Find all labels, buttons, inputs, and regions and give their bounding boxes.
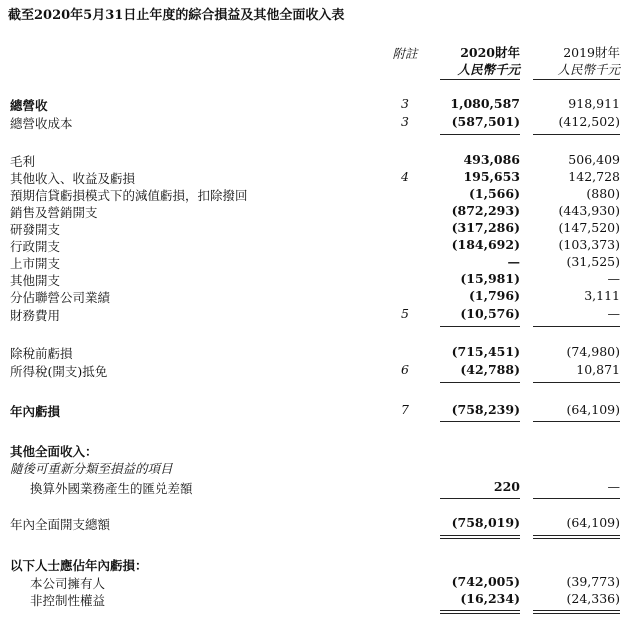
table-row-attributable-heading xyxy=(0,556,630,573)
row-value-2020: (16,234) xyxy=(460,591,520,606)
row-label: 隨後可重新分類至損益的項目 xyxy=(10,461,173,476)
fy2019-header: 2019財年 xyxy=(563,45,620,60)
subtotal-rule-2020 xyxy=(440,382,520,383)
subtotal-rule-2019 xyxy=(533,421,620,422)
table-row-revenue xyxy=(0,96,630,113)
row-label: 總營收成本 xyxy=(10,116,73,131)
row-value-2019: (103,373) xyxy=(558,237,620,252)
subtotal-rule-2020 xyxy=(440,421,520,422)
table-row-non-controlling xyxy=(0,591,630,608)
table-row-loss-before-tax xyxy=(0,344,630,361)
row-label: 行政開支 xyxy=(10,239,61,254)
row-value-2019: 3,111 xyxy=(584,288,620,303)
row-value-2019: (39,773) xyxy=(566,574,620,589)
row-value-2019: 10,871 xyxy=(576,362,620,377)
row-label: 年內虧損 xyxy=(10,404,61,419)
table-row-rnd-expenses xyxy=(0,220,630,237)
subtotal-rule-2019 xyxy=(533,134,620,135)
table-row-other-income xyxy=(0,169,630,186)
row-value-2019: (74,980) xyxy=(566,344,620,359)
row-value-2020: (15,981) xyxy=(460,271,520,286)
subtotal-rule-2019 xyxy=(533,382,620,383)
total-rule-2020 xyxy=(440,610,520,611)
row-value-2019: 142,728 xyxy=(568,169,620,184)
row-value-2019: (147,520) xyxy=(558,220,620,235)
table-row-owners xyxy=(0,574,630,591)
table-row-total-comprehensive-expense xyxy=(0,515,630,532)
total-double-rule-2020 xyxy=(440,613,520,614)
row-label: 以下人士應佔年內虧損： xyxy=(10,558,148,573)
row-label: 非控制性權益 xyxy=(30,593,106,608)
total-double-rule-2019 xyxy=(533,613,620,614)
row-label: 預期信貸虧損模式下的減值虧損，扣除撥回 xyxy=(10,188,248,203)
row-label: 分佔聯營公司業績 xyxy=(10,290,111,305)
total-rule-2019 xyxy=(533,535,620,536)
table-row-listing-expenses xyxy=(0,254,630,271)
fy2020-unit-header: 人民幣千元 xyxy=(457,62,520,77)
row-label: 其他收入、收益及虧損 xyxy=(10,171,136,186)
row-value-2020: (42,788) xyxy=(460,362,520,377)
total-rule-2019 xyxy=(533,610,620,611)
table-row-loss-for-year xyxy=(0,402,630,419)
fy2020-header: 2020財年 xyxy=(460,45,520,60)
row-value-2020: 195,653 xyxy=(463,169,520,184)
row-value-2020: 493,086 xyxy=(463,152,520,167)
note-column-header: 附註 xyxy=(392,46,418,61)
row-label: 上市開支 xyxy=(10,256,61,271)
row-label: 換算外國業務產生的匯兑差額 xyxy=(30,481,193,496)
row-note: 6 xyxy=(401,362,409,377)
row-note: 7 xyxy=(401,402,409,417)
row-value-2019: (412,502) xyxy=(558,114,620,129)
row-label: 其他開支 xyxy=(10,273,61,288)
row-value-2019: (31,525) xyxy=(566,254,620,269)
row-value-2020: (587,501) xyxy=(451,114,520,129)
row-value-2019: (443,930) xyxy=(558,203,620,218)
table-row-gross-profit xyxy=(0,152,630,169)
table-row-other-expenses xyxy=(0,271,630,288)
table-row-oci-heading xyxy=(0,442,630,459)
row-value-2019: (880) xyxy=(586,186,620,201)
table-row-impairment xyxy=(0,186,630,203)
row-value-2020: (1,796) xyxy=(469,288,520,303)
table-row-income-tax xyxy=(0,362,630,379)
row-note: 5 xyxy=(401,306,409,321)
table-row-cost-of-revenue xyxy=(0,114,630,131)
header-rule-2019 xyxy=(533,79,620,80)
fy2019-unit-header: 人民幣千元 xyxy=(557,62,620,77)
row-value-2020: (317,286) xyxy=(451,220,520,235)
row-value-2019: — xyxy=(607,479,620,494)
table-row-reclassifiable-heading xyxy=(0,459,630,476)
row-label: 銷售及營銷開支 xyxy=(10,205,98,220)
subtotal-rule-2019 xyxy=(533,326,620,327)
row-value-2020: (715,451) xyxy=(451,344,520,359)
statement-title: 截至2020年5月31日止年度的綜合損益及其他全面收入表 xyxy=(8,8,345,23)
row-value-2020: 220 xyxy=(493,479,520,494)
table-row-share-of-associates xyxy=(0,288,630,305)
row-label: 所得稅(開支)抵免 xyxy=(10,364,108,379)
row-note: 4 xyxy=(401,169,409,184)
row-value-2019: — xyxy=(607,306,620,321)
row-value-2020: — xyxy=(507,254,520,269)
row-label: 除稅前虧損 xyxy=(10,346,73,361)
subtotal-rule-2020 xyxy=(440,498,520,499)
total-rule-2020 xyxy=(440,535,520,536)
row-value-2020: (1,566) xyxy=(469,186,520,201)
table-row-finance-costs xyxy=(0,306,630,323)
row-note: 3 xyxy=(401,96,409,111)
table-row-admin-expenses xyxy=(0,237,630,254)
row-value-2019: 506,409 xyxy=(568,152,620,167)
header-rule-2020 xyxy=(440,79,520,80)
subtotal-rule-2019 xyxy=(533,498,620,499)
row-note: 3 xyxy=(401,114,409,129)
row-value-2019: — xyxy=(607,271,620,286)
subtotal-rule-2020 xyxy=(440,326,520,327)
row-value-2020: (758,239) xyxy=(451,402,520,417)
row-value-2019: (64,109) xyxy=(566,402,620,417)
row-label: 本公司擁有人 xyxy=(30,576,106,591)
row-value-2020: (742,005) xyxy=(451,574,520,589)
total-double-rule-2020 xyxy=(440,538,520,539)
total-double-rule-2019 xyxy=(533,538,620,539)
table-row-fx-differences xyxy=(0,479,630,496)
row-label: 財務費用 xyxy=(10,308,61,323)
row-value-2019: (64,109) xyxy=(566,515,620,530)
row-value-2019: 918,911 xyxy=(568,96,620,111)
row-value-2020: (758,019) xyxy=(451,515,520,530)
row-label: 其他全面收入： xyxy=(10,444,98,459)
row-value-2020: (10,576) xyxy=(460,306,520,321)
row-label: 年內全面開支總額 xyxy=(10,517,111,532)
row-value-2020: (184,692) xyxy=(451,237,520,252)
subtotal-rule-2020 xyxy=(440,134,520,135)
row-label: 毛利 xyxy=(10,154,36,169)
table-row-selling-expenses xyxy=(0,203,630,220)
row-value-2020: 1,080,587 xyxy=(450,96,520,111)
row-label: 總營收 xyxy=(10,98,48,113)
row-label: 研發開支 xyxy=(10,222,61,237)
row-value-2019: (24,336) xyxy=(566,591,620,606)
row-value-2020: (872,293) xyxy=(451,203,520,218)
